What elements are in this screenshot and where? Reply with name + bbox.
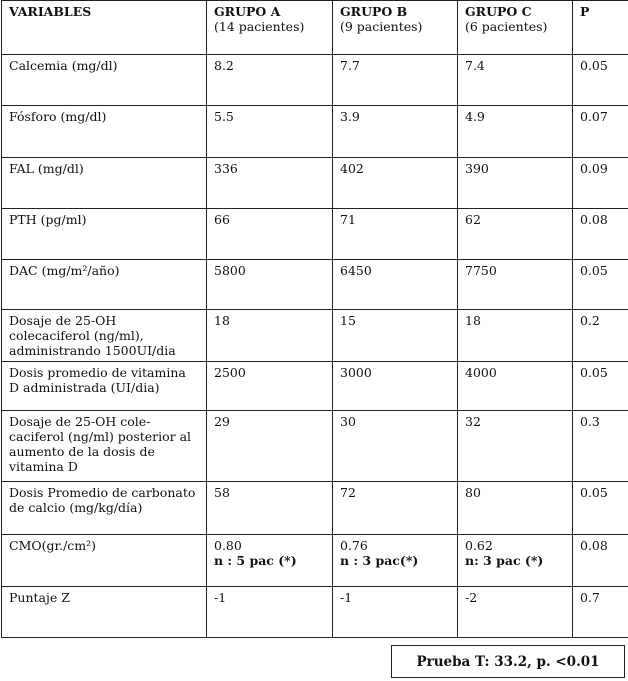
table-row <box>2 260 628 310</box>
cell-grupo-b: 7.7 <box>333 55 458 106</box>
cell-variable: CMO(gr./cm²) <box>2 535 207 587</box>
cell-grupo-b: 3000 <box>333 362 458 411</box>
table-row <box>2 55 628 106</box>
table-row <box>2 587 628 638</box>
cell-grupo-a: 5800 <box>207 260 333 310</box>
cell-sample-note: n : 5 pac (*) <box>214 553 297 568</box>
table-row <box>2 535 628 587</box>
table-row <box>2 209 628 260</box>
cell-grupo-b <box>333 535 458 587</box>
cell-p: 0.09 <box>573 158 628 209</box>
cell-grupo-c: 18 <box>458 310 573 362</box>
header-row <box>2 1 628 55</box>
cell-grupo-a: 2500 <box>207 362 333 411</box>
cell-p: 0.3 <box>573 411 628 482</box>
table-row <box>2 411 628 482</box>
cell-grupo-b: 3.9 <box>333 106 458 158</box>
header-grupo-c: GRUPO C (6 pacientes) <box>458 1 573 55</box>
cell-grupo-b: 71 <box>333 209 458 260</box>
cell-grupo-c: -2 <box>458 587 573 638</box>
cell-grupo-c: 7750 <box>458 260 573 310</box>
cell-grupo-c: 4.9 <box>458 106 573 158</box>
cell-grupo-a: 58 <box>207 482 333 535</box>
cell-grupo-c: 80 <box>458 482 573 535</box>
header-grupo-b: GRUPO B (9 pacientes) <box>333 1 458 55</box>
header-p: P <box>573 1 628 55</box>
cell-grupo-a: 66 <box>207 209 333 260</box>
cell-variable: PTH (pg/ml) <box>2 209 207 260</box>
cell-grupo-c: 390 <box>458 158 573 209</box>
results-table <box>1 0 628 638</box>
cell-grupo-a: 29 <box>207 411 333 482</box>
cell-p: 0.05 <box>573 260 628 310</box>
cell-p: 0.08 <box>573 535 628 587</box>
cell-grupo-c: 7.4 <box>458 55 573 106</box>
header-grupo-a-count: (14 pacientes) <box>214 19 305 34</box>
table-row <box>2 106 628 158</box>
cell-p: 0.05 <box>573 362 628 411</box>
cell-grupo-b: 30 <box>333 411 458 482</box>
cell-grupo-c: 32 <box>458 411 573 482</box>
cell-value: 0.80 <box>214 538 242 553</box>
cell-variable: Dosaje de 25-OH colecaciferol (ng/ml), administrando 1500UI/dia <box>2 310 207 362</box>
cell-grupo-c: 62 <box>458 209 573 260</box>
cell-variable: Fósforo (mg/dl) <box>2 106 207 158</box>
cell-p: 0.2 <box>573 310 628 362</box>
cell-sample-note: n : 3 pac(*) <box>340 553 419 568</box>
table-row <box>2 362 628 411</box>
cell-p: 0.07 <box>573 106 628 158</box>
table-row <box>2 482 628 535</box>
cell-value: 0.76 <box>340 538 368 553</box>
cell-p: 0.05 <box>573 55 628 106</box>
header-variables: VARIABLES <box>2 1 207 55</box>
header-grupo-b-count: (9 pacientes) <box>340 19 423 34</box>
cell-grupo-b: 6450 <box>333 260 458 310</box>
cell-grupo-b: -1 <box>333 587 458 638</box>
header-grupo-a: GRUPO A (14 pacientes) <box>207 1 333 55</box>
cell-variable: Calcemia (mg/dl) <box>2 55 207 106</box>
cell-variable: DAC (mg/m²/año) <box>2 260 207 310</box>
statistical-test-note: Prueba T: 33.2, p. <0.01 <box>391 645 625 678</box>
cell-variable: Puntaje Z <box>2 587 207 638</box>
cell-p: 0.7 <box>573 587 628 638</box>
cell-sample-note: n: 3 pac (*) <box>465 553 544 568</box>
cell-grupo-b: 72 <box>333 482 458 535</box>
cell-grupo-b: 402 <box>333 158 458 209</box>
table-row <box>2 158 628 209</box>
cell-variable: Dosaje de 25-OH cole-caciferol (ng/ml) posterior al aumento de la dosis de vitamina D <box>2 411 207 482</box>
cell-grupo-c: 4000 <box>458 362 573 411</box>
cell-grupo-b: 15 <box>333 310 458 362</box>
cell-variable: Dosis promedio de vitamina D administrada (UI/dia) <box>2 362 207 411</box>
header-grupo-c-count: (6 pacientes) <box>465 19 548 34</box>
table-row <box>2 310 628 362</box>
cell-grupo-c <box>458 535 573 587</box>
cell-p: 0.05 <box>573 482 628 535</box>
cell-grupo-a: -1 <box>207 587 333 638</box>
cell-variable: FAL (mg/dl) <box>2 158 207 209</box>
cell-grupo-a <box>207 535 333 587</box>
cell-grupo-a: 336 <box>207 158 333 209</box>
cell-grupo-a: 18 <box>207 310 333 362</box>
cell-grupo-a: 5.5 <box>207 106 333 158</box>
cell-grupo-a: 8.2 <box>207 55 333 106</box>
cell-variable: Dosis Promedio de carbonato de calcio (mg/kg/día) <box>2 482 207 535</box>
cell-value: 0.62 <box>465 538 493 553</box>
cell-p: 0.08 <box>573 209 628 260</box>
